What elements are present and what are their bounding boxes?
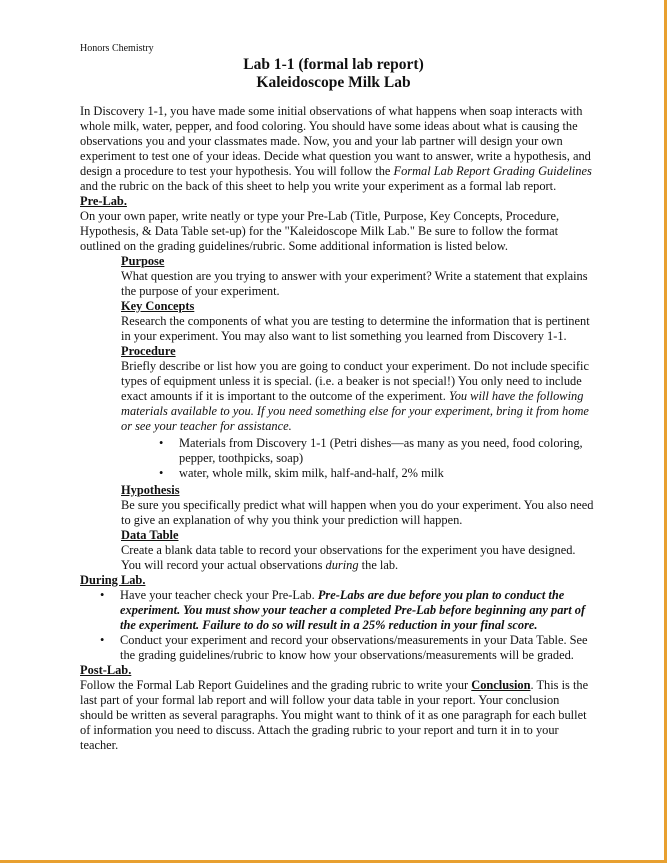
during-item1-text: Have your teacher check your Pre-Lab.: [120, 588, 318, 602]
intro-paragraph: [80, 104, 595, 194]
purpose-heading: Purpose: [121, 254, 165, 268]
during-lab-heading: During Lab.: [80, 573, 146, 587]
hypothesis-heading: Hypothesis: [121, 483, 180, 497]
post-lab-heading: Post-Lab.: [80, 663, 132, 677]
list-item: • water, whole milk, skim milk, half-and-half, 2% milk: [179, 466, 595, 481]
course-name: Honors Chemistry: [80, 43, 154, 54]
procedure-italic-note: You will have the following materials available to you. If you need something else for your experiment, bring it from home or see your teacher for assistance.: [121, 389, 589, 433]
list-item: • Conduct your experiment and record your observations/measurements in your Data Table. See the grading guidelines/rubric to know how your observations/measurements will be graded.: [120, 633, 595, 663]
post-lab-text-b: . This is the last part of your formal lab report and will follow your data table in your report. Your conclusion should be written as several paragraphs. You might want to think of it as one paragraph for each bullet of information you need to discuss. Attach the grading rubric to your report and turn it in to your teacher.: [80, 678, 589, 752]
during-lab-list: [80, 588, 595, 663]
page-title: Lab 1-1 (formal lab report): [243, 56, 424, 73]
document-body: [80, 104, 595, 753]
materials-list: [121, 436, 595, 481]
key-concepts-text: Research the components of what you are testing to determine the information that is pertinent in your experiment. You may also want to list something you learned from Discovery 1-1.: [121, 314, 590, 343]
intro-text-b: and the rubric on the back of this sheet to help you write your experiment as a formal lab report.: [80, 179, 557, 193]
list-item: [120, 588, 595, 633]
intro-guidelines-ref: Formal Lab Report Grading Guidelines: [393, 164, 592, 178]
prelab-subsections: [121, 254, 595, 573]
data-table-text-a: Create a blank data table to record your observations for the experiment you have designed. You will record your actual observations: [121, 543, 576, 572]
intro-text-a: In Discovery 1-1, you have made some initial observations of what happens when soap interacts with whole milk, water, pepper, and food coloring. You should have some ideas about what is causing the observations you and your classmates made. Now, you and your lab partner will design your own experiment to test one of your ideas. Decide what question you want to answer, write a hypothesis, and design a procedure to test your hypothesis. You will follow the: [80, 104, 591, 178]
prelab-heading: Pre-Lab.: [80, 194, 127, 208]
procedure-heading: Procedure: [121, 344, 176, 358]
data-table-text-b: the lab.: [358, 558, 399, 572]
list-item: • Materials from Discovery 1-1 (Petri dishes—as many as you need, food coloring, pepper, toothpicks, soap): [179, 436, 595, 466]
data-table-italic: during: [325, 558, 359, 572]
procedure-paragraph: [121, 359, 595, 434]
post-lab-text-a: Follow the Formal Lab Report Guidelines and the grading rubric to write your: [80, 678, 472, 692]
procedure-text: Briefly describe or list how you are going to conduct your experiment. Do not include specific types of equipment unless it is special. (i.e. a beaker is not special!) You only need to include exact amounts if it is important to the outcome of the experiment.: [121, 359, 589, 403]
data-table-heading: Data Table: [121, 528, 179, 542]
data-table-paragraph: [121, 543, 595, 573]
post-lab-paragraph: [80, 678, 595, 753]
prelab-paragraph: On your own paper, write neatly or type your Pre-Lab (Title, Purpose, Key Concepts, Procedure, Hypothesis, & Data Table set-up) for the "Kaleidoscope Milk Lab." Be sure to follow the format outlined on the grading guidelines/rubric. Some additional information is listed below.: [80, 209, 560, 253]
page-subtitle: Kaleidoscope Milk Lab: [256, 74, 411, 91]
purpose-text: What question are you trying to answer with your experiment? Write a statement that explains the purpose of your experiment.: [121, 269, 588, 298]
during-item1-warning: Pre-Labs are due before you plan to conduct the experiment. You must show your teacher a completed Pre-Lab before beginning any part of the experiment. Failure to do so will result in a 25% reduction in your final score.: [120, 588, 586, 632]
hypothesis-text: Be sure you specifically predict what will happen when you do your experiment. You also need to give an explanation of why you think your prediction will happen.: [121, 498, 594, 527]
key-concepts-heading: Key Concepts: [121, 299, 195, 313]
conclusion-term: Conclusion: [471, 678, 531, 692]
